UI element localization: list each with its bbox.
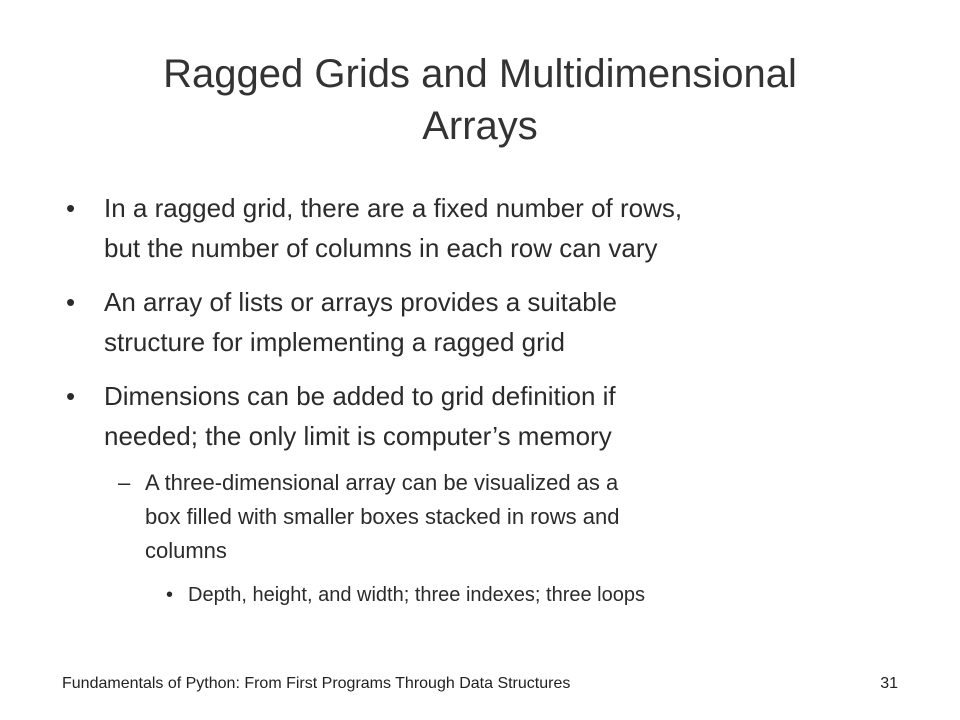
bullet-marker-icon: • [66,287,76,317]
slide-title-line-2: Arrays [422,104,538,148]
dash-marker-icon: – [118,470,131,495]
slide-title [60,48,900,152]
bullet-text [104,188,682,268]
bullet-text [104,376,616,456]
footer-book-title: Fundamentals of Python: From First Programs Through Data Structures [62,675,571,692]
bullet-text-line: Dimensions can be added to grid definition if [104,381,616,411]
bullet-marker-icon: • [166,584,174,606]
sub-bullet-text-line: box filled with smaller boxes stacked in rows and [145,504,620,529]
footer-page-number: 31 [880,675,898,692]
slide-title-line-1: Ragged Grids and Multidimensional [163,52,797,96]
sub-bullet-text-line: columns [145,538,227,563]
bullet-text-line: but the number of columns in each row can vary [104,233,658,263]
bullet-text [104,282,617,362]
sub-sub-bullet-text: Depth, height, and width; three indexes; three loops [188,584,645,606]
bullet-text-line: An array of lists or arrays provides a suitable [104,287,617,317]
sub-bullet-text [145,466,619,568]
bullet-text-line: In a ragged grid, there are a fixed number of rows, [104,193,683,223]
bullet-text-line: needed; the only limit is computer’s memory [104,421,612,451]
bullet-text-line: structure for implementing a ragged grid [104,327,566,357]
sub-bullet-text-line: A three-dimensional array can be visualized as a [145,470,619,495]
bullet-marker-icon: • [66,193,76,223]
bullet-marker-icon: • [66,381,76,411]
